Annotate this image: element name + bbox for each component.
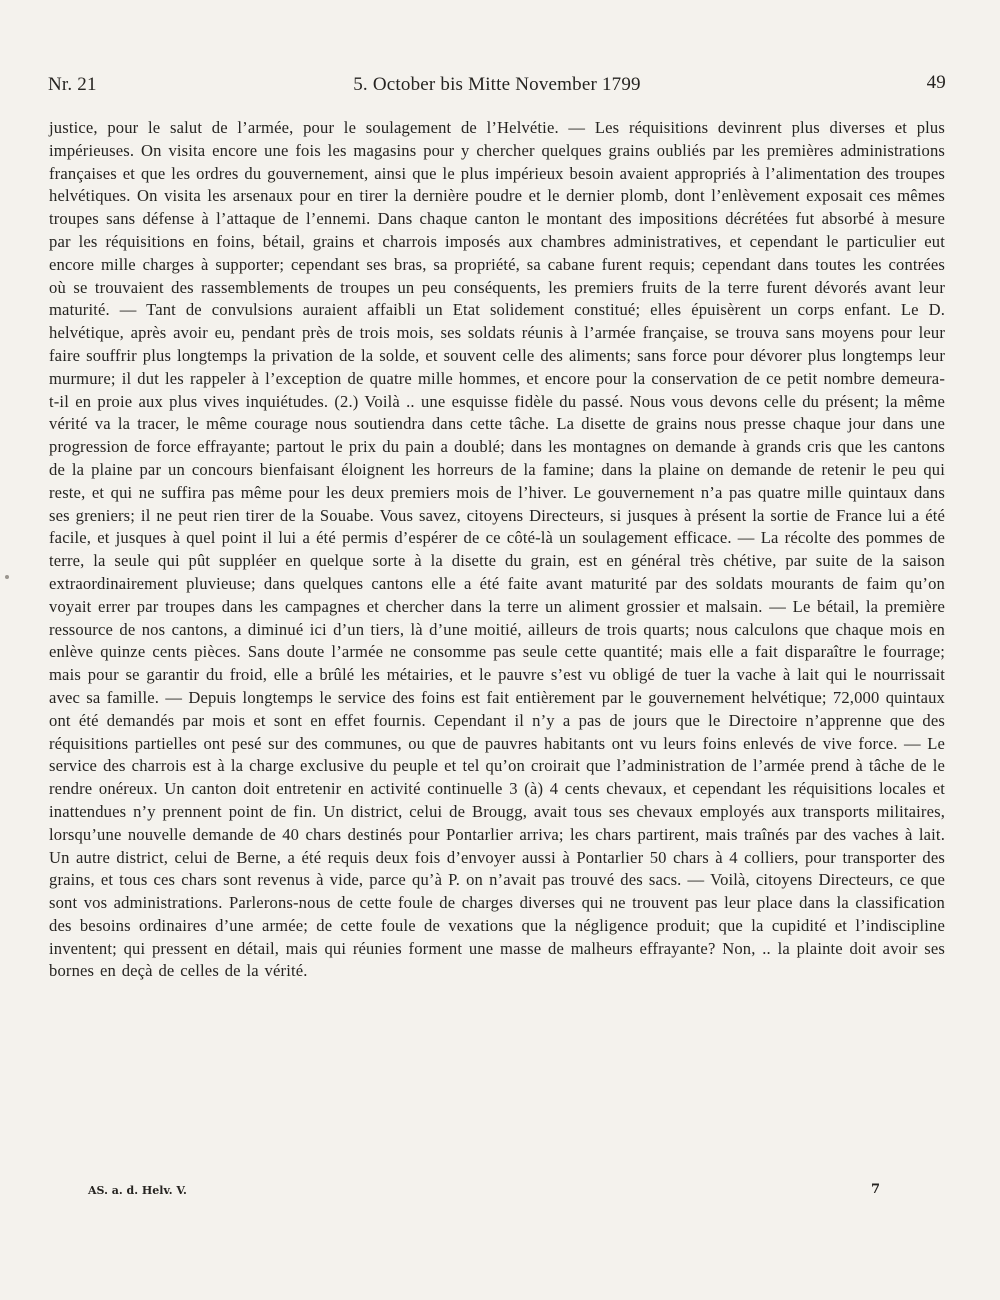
body-paragraph: justice, pour le salut de l’armée, pour le soulagement de l’Helvétie. — Les réquisitions devinrent plus diverses et plus impérieuses. On visita encore une fois les magasins pour y chercher quelques grains oubliés par les premières administrations françaises et que les ordres du gouvernement, ainsi que le plus impérieux besoin avaient appropriés à l’alimentation des troupes helvétiques. On visita les arsenaux pour en tirer la dernière poudre et le dernier plomb, dont l’enlèvement exposait ces mêmes troupes sans défense à l’attaque de l’ennemi. Dans chaque canton le montant des impositions décrétées fut absorbé à mesure par les réquisitions en foins, bétail, grains et charrois imposés aux chambres administratives, et cependant le particulier eut encore mille charges à supporter; cependant ses bras, sa propriété, sa cabane furent requis; cependant dans toutes les contrées où se trouvaient des rassemblements de troupes un peu conséquents, les premiers fruits de la terre furent dévorés avant leur maturité. — Tant de convulsions auraient affaibli un Etat solidement constitué; elles épuisèrent un corps enfant. Le D. helvétique, après avoir eu, pendant près de trois mois, ses soldats réunis à l’armée française, se trouva sans moyens pour leur faire souffrir plus longtemps la privation de la solde, et souvent celle des aliments; sans force pour dévorer plus longtemps leur murmure; il dut les rappeler à l’exception de quatre mille hommes, et encore pour la conservation de ce petit nombre demeura-t-il en proie aux plus vives inquiétudes. (2.) Voilà .. une esquisse fidèle du passé. Nous vous devons celle du présent; la même vérité va la tracer, le même courage nous soutiendra dans cette tâche. La disette de grains nous presse chaque jour dans une progression de force effrayante; partout le prix du pain a doublé; dans les montagnes on demande à grands cris que les cantons de la plaine par un concours bienfaisant éloignent les horreurs de la famine; dans la plaine on demande de retenir le peu qui reste, et qui ne suffira pas même pour les deux premiers mois de l’hiver. Le gouvernement n’a pas quatre mille quintaux dans ses greniers; il ne peut rien tirer de la Souabe. Vous savez, citoyens Directeurs, si jusques à présent la sortie de France lui a été facile, et jusques à quel point il lui a été permis d’espérer de ce côté-là un soulagement efficace. — La récolte des pommes de terre, la seule qui pût suppléer en quelque sorte à la disette du grain, est en général très chétive, par suite de la saison extraordinairement pluvieuse; dans quelques cantons elle a été faite avant maturité par des soldats mourants de faim qu’on voyait errer par troupes dans les campagnes et chercher dans la terre un aliment grossier et malsain. — Le bétail, la première ressource de nos cantons, a diminué ici d’un tiers, là d’une moitié, ailleurs de trois quarts; nous calculons que chaque mois en enlève quinze cents pièces. Sans doute l’armée ne consomme pas seule cette quantité; mais elle a fait disparaître le fourrage; mais pour se garantir du froid, elle a brûlé les métairies, et le pauvre s’est vu obligé de tuer la vache à lait qui le nourrissait avec sa famille. — Depuis longtemps le service des foins est fait entièrement par le gouvernement helvétique; 72,000 quintaux ont été demandés par mois et sont en effet fournis. Cependant il n’y a pas de jours que le Directoire n’apprenne que des réquisitions partielles ont pesé sur des communes, ou que de pauvres habitants ont vu leurs foins enlevés de vive force. — Le service des charrois est à la charge exclusive du peuple et tel qu’on croirait que l’administration de l’armée prend à tâche de le rendre onéreux. Un canton doit entretenir en activité continuelle 3 (à) 4 cents chevaux, et cependant les réquisitions locales et inattendues n’y prennent point de fin. Un district, celui de Brougg, avait tous ses chevaux employés aux transports militaires, lorsqu’une nouvelle demande de 40 chars destinés pour Pontarlier arriva; les chars partirent, mais traînés par des vaches à lait. Un autre district, celui de Berne, a été requis deux fois d’envoyer aussi à Pontarlier 50 chars à 4 colliers, pour transporter des grains, et tous ces chars sont revenus à vide, parce qu’à P. on n’avait pas trouvé des sacs. — Voilà, citoyens Directeurs, ce que sont vos administrations. Parlerons-nous de cette foule de charges diverses qui ne trouvent pas leur place dans la classification des besoins ordinaires d’une armée; de cette foule de vexations que la négligence produit; que la cupidité et l’indiscipline inventent; qui pressent en détail, mais qui réunies forment une masse de malheurs effrayante? Non, .. la plainte doit avoir ses bornes en deçà de celles de la vérité. (49, 118, 945, 981)
running-title: 5. October bis Mitte November 1799 (353, 74, 641, 95)
margin-mark (5, 575, 9, 579)
running-header (48, 74, 946, 104)
document-number: Nr. 21 (48, 74, 97, 95)
sheet-number: 7 (870, 1182, 880, 1197)
sheet-signature: AS. a. d. Helv. V. (88, 1184, 187, 1197)
page-number: 49 (926, 72, 946, 93)
